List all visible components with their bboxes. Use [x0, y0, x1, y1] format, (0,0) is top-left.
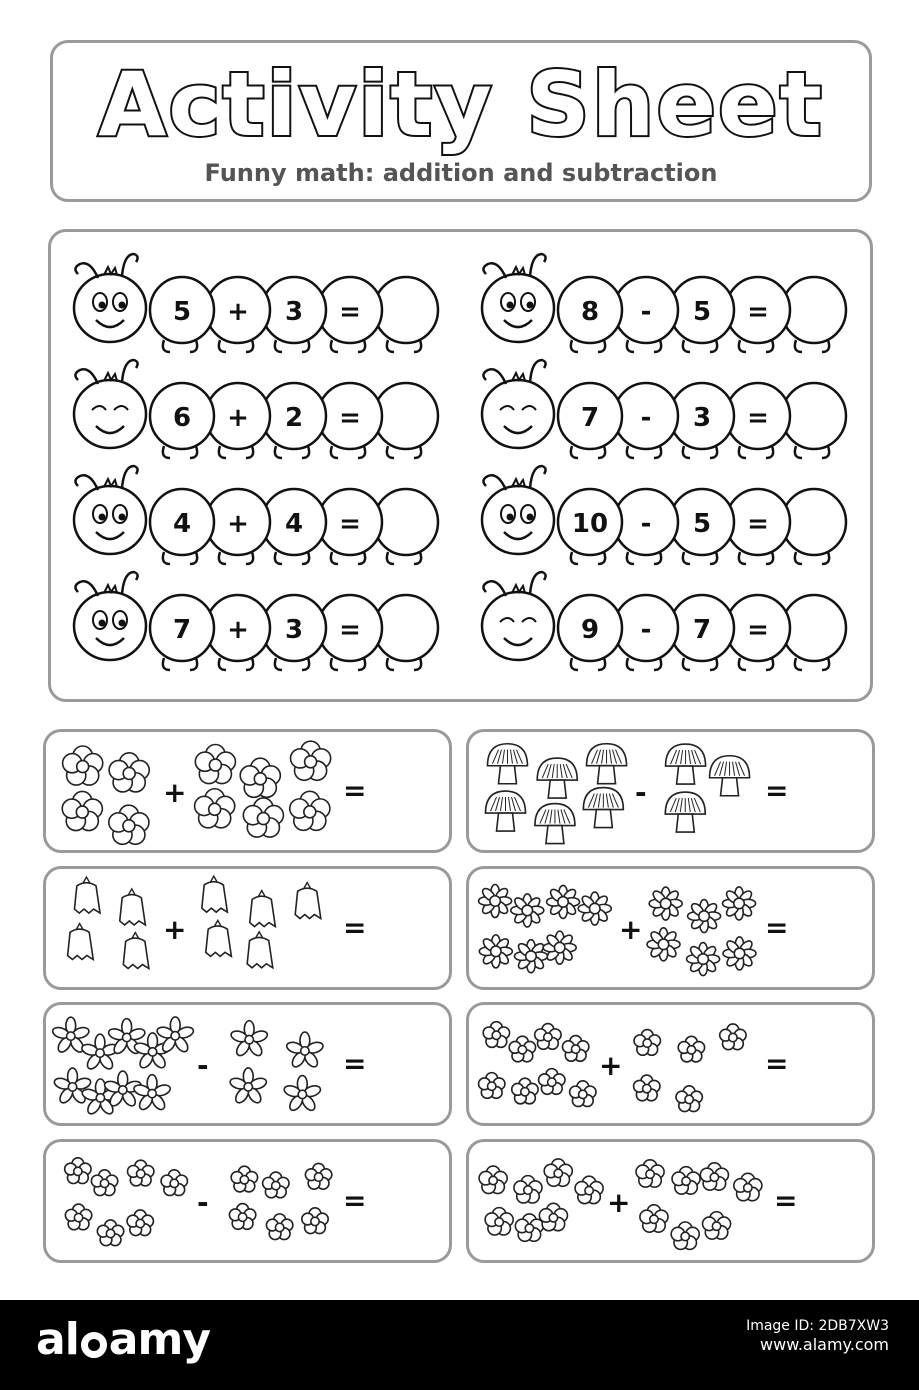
caterpillar-drawing [478, 566, 858, 681]
picture-problem-operator: - [197, 1049, 209, 1082]
small-flower-icon [231, 1166, 257, 1192]
flower-5-petal-icon [195, 789, 235, 828]
daisy-icon [723, 887, 756, 920]
bellflower-icon [247, 932, 273, 968]
caterpillar-left-number: 7 [172, 615, 192, 645]
caterpillar-drawing [478, 460, 858, 575]
caterpillar-right-number: 3 [284, 297, 304, 327]
star-flower-icon [230, 1021, 269, 1058]
small-flower-icon [161, 1170, 187, 1196]
caterpillar-operator: - [640, 403, 652, 433]
caterpillar-left-number: 9 [580, 615, 600, 645]
caterpillar-equals: = [339, 615, 361, 645]
daisy-icon [479, 885, 512, 918]
round-flower-icon [514, 1176, 542, 1203]
daisy-icon [578, 892, 611, 925]
caterpillar-left-number: 6 [172, 403, 192, 433]
daisy-icon [514, 940, 547, 973]
image-id [746, 1318, 889, 1354]
small-flower-icon [65, 1204, 91, 1230]
small-flower-icon [127, 1210, 153, 1236]
mushroom-icon [486, 791, 526, 831]
caterpillar-right-number: 4 [284, 509, 304, 539]
bellflower-icon [68, 923, 94, 959]
caterpillar-operator: + [227, 403, 249, 433]
round-flower-icon [485, 1208, 513, 1235]
small-flower-icon [512, 1078, 538, 1104]
bellflower-icon [123, 933, 149, 969]
star-flower-icon [53, 1068, 92, 1105]
caterpillar-operator: - [640, 297, 652, 327]
caterpillar-drawing [70, 354, 450, 469]
small-flower-icon [570, 1081, 596, 1107]
daisy-icon [647, 928, 680, 961]
small-flower-icon [678, 1036, 704, 1062]
round-flower-icon [700, 1163, 728, 1190]
round-flower-icon [703, 1212, 731, 1239]
star-flower-icon [80, 1034, 119, 1071]
round-flower-icon [575, 1176, 603, 1203]
picture-problem-operator: + [163, 776, 187, 809]
mushroom-icon [583, 788, 623, 828]
bellflower-icon [202, 876, 228, 912]
picture-problem-equals: = [343, 911, 367, 944]
caterpillar-problem [70, 460, 450, 579]
mushroom-icon [665, 792, 705, 832]
small-flower-icon [535, 1024, 561, 1050]
round-flower-icon [539, 1203, 567, 1230]
caterpillar-left-number: 5 [172, 297, 192, 327]
small-flower-icon [127, 1160, 153, 1186]
star-flower-icon [283, 1076, 322, 1113]
flower-5-petal-icon [195, 745, 235, 784]
picture-problem-equals: = [765, 774, 789, 807]
small-flower-icon [263, 1172, 289, 1198]
caterpillar-drawing [70, 248, 450, 363]
bellflower-icon [295, 883, 321, 919]
daisy-icon [479, 935, 512, 968]
small-flower-icon [483, 1022, 509, 1048]
picture-problem-operator: + [607, 1186, 631, 1219]
bellflower-icon [74, 877, 100, 913]
picture-problem-panel [43, 866, 452, 990]
picture-problem-operator: - [635, 776, 647, 809]
picture-problem-panel [466, 1002, 875, 1126]
caterpillar-drawing [70, 566, 450, 681]
small-flower-icon [229, 1204, 255, 1230]
small-flower-icon [302, 1208, 328, 1234]
caterpillar-right-number: 3 [284, 615, 304, 645]
small-flower-icon [562, 1036, 588, 1062]
star-flower-icon [229, 1068, 268, 1105]
small-flower-icon [305, 1163, 331, 1189]
caterpillar-right-number: 5 [692, 509, 712, 539]
caterpillar-equals: = [339, 509, 361, 539]
picture-problem-panel [466, 866, 875, 990]
title-panel [50, 40, 872, 202]
caterpillar-operator: - [640, 615, 652, 645]
small-flower-icon [676, 1086, 702, 1112]
mushroom-icon [710, 756, 750, 796]
caterpillar-problem [478, 566, 858, 685]
small-flower-icon [479, 1073, 505, 1099]
daisy-icon [543, 931, 576, 964]
picture-problem-equals: = [774, 1184, 798, 1217]
picture-problem-panel [43, 1139, 452, 1263]
caterpillar-equals: = [747, 403, 769, 433]
round-flower-icon [640, 1205, 668, 1232]
caterpillar-equals: = [339, 403, 361, 433]
picture-problem-panel [466, 1139, 875, 1263]
caterpillar-drawing [70, 460, 450, 575]
alamy-logo: al amy [36, 1314, 211, 1365]
mushroom-icon [666, 744, 706, 784]
star-flower-icon [133, 1075, 172, 1112]
watermark-footer [0, 1300, 919, 1390]
flower-5-petal-icon [290, 791, 330, 830]
picture-problem-operator: + [599, 1049, 623, 1082]
round-flower-icon [672, 1167, 700, 1194]
daisy-icon [688, 900, 721, 933]
caterpillar-problem [478, 460, 858, 579]
caterpillar-operator: + [227, 615, 249, 645]
round-flower-icon [636, 1160, 664, 1187]
mushroom-icon [487, 744, 527, 784]
caterpillar-problem [478, 354, 858, 473]
caterpillar-equals: = [747, 615, 769, 645]
alamy-url: www.alamy.com [760, 1334, 889, 1354]
caterpillar-equals: = [339, 297, 361, 327]
small-flower-icon [65, 1158, 91, 1184]
caterpillar-left-number: 10 [571, 509, 609, 539]
picture-problem-operator: + [163, 913, 187, 946]
mushroom-icon [535, 804, 575, 844]
daisy-icon [511, 894, 544, 927]
flower-5-petal-icon [240, 758, 280, 797]
picture-problem-panel [43, 729, 452, 853]
small-flower-icon [266, 1214, 292, 1240]
small-flower-icon [97, 1220, 123, 1246]
small-flower-icon [634, 1075, 660, 1101]
caterpillar-operator: + [227, 509, 249, 539]
round-flower-icon [734, 1173, 762, 1200]
picture-problem-operator: - [197, 1186, 209, 1219]
caterpillar-left-number: 8 [580, 297, 600, 327]
page-subtitle: Funny math: addition and subtraction [204, 159, 718, 187]
daisy-icon [649, 887, 682, 920]
caterpillar-equals: = [747, 509, 769, 539]
caterpillar-drawing [478, 248, 858, 363]
caterpillar-problem [70, 354, 450, 473]
caterpillar-problem [70, 566, 450, 685]
small-flower-icon [720, 1024, 746, 1050]
caterpillar-right-number: 7 [692, 615, 712, 645]
flower-5-petal-icon [62, 791, 102, 830]
picture-problem-operator: + [619, 913, 643, 946]
round-flower-icon [671, 1222, 699, 1249]
caterpillar-equals: = [747, 297, 769, 327]
caterpillar-problem [478, 248, 858, 367]
daisy-icon [547, 885, 580, 918]
round-flower-icon [544, 1159, 572, 1186]
daisy-icon [723, 937, 756, 970]
bellflower-icon [206, 920, 232, 956]
round-flower-icon [479, 1166, 507, 1193]
small-flower-icon [91, 1170, 117, 1196]
flower-5-petal-icon [243, 798, 283, 837]
image-id-label: Image ID: 2DB7XW3 [746, 1318, 889, 1334]
page-title: Activity Sheet [98, 53, 824, 156]
bellflower-icon [250, 891, 276, 927]
caterpillar-problem [70, 248, 450, 367]
small-flower-icon [539, 1069, 565, 1095]
flower-5-petal-icon [109, 753, 149, 792]
picture-problem-panel [466, 729, 875, 853]
picture-problem-equals: = [343, 1184, 367, 1217]
caterpillar-drawing [478, 354, 858, 469]
picture-problem-panel [43, 1002, 452, 1126]
flower-5-petal-icon [63, 746, 103, 785]
caterpillar-left-number: 7 [580, 403, 600, 433]
picture-problem-equals: = [765, 911, 789, 944]
picture-problem-equals: = [343, 774, 367, 807]
caterpillar-operator: - [640, 509, 652, 539]
caterpillar-left-number: 4 [172, 509, 192, 539]
mushroom-icon [587, 744, 627, 784]
bellflower-icon [120, 889, 146, 925]
caterpillar-operator: + [227, 297, 249, 327]
caterpillar-right-number: 2 [284, 403, 304, 433]
flower-5-petal-icon [291, 741, 331, 780]
star-flower-icon [285, 1032, 324, 1069]
picture-problem-equals: = [765, 1047, 789, 1080]
small-flower-icon [634, 1030, 660, 1056]
mushroom-icon [537, 758, 577, 798]
picture-problem-equals: = [343, 1047, 367, 1080]
daisy-icon [687, 943, 720, 976]
caterpillar-right-number: 3 [692, 403, 712, 433]
small-flower-icon [509, 1036, 535, 1062]
flower-5-petal-icon [109, 805, 149, 844]
caterpillar-right-number: 5 [692, 297, 712, 327]
